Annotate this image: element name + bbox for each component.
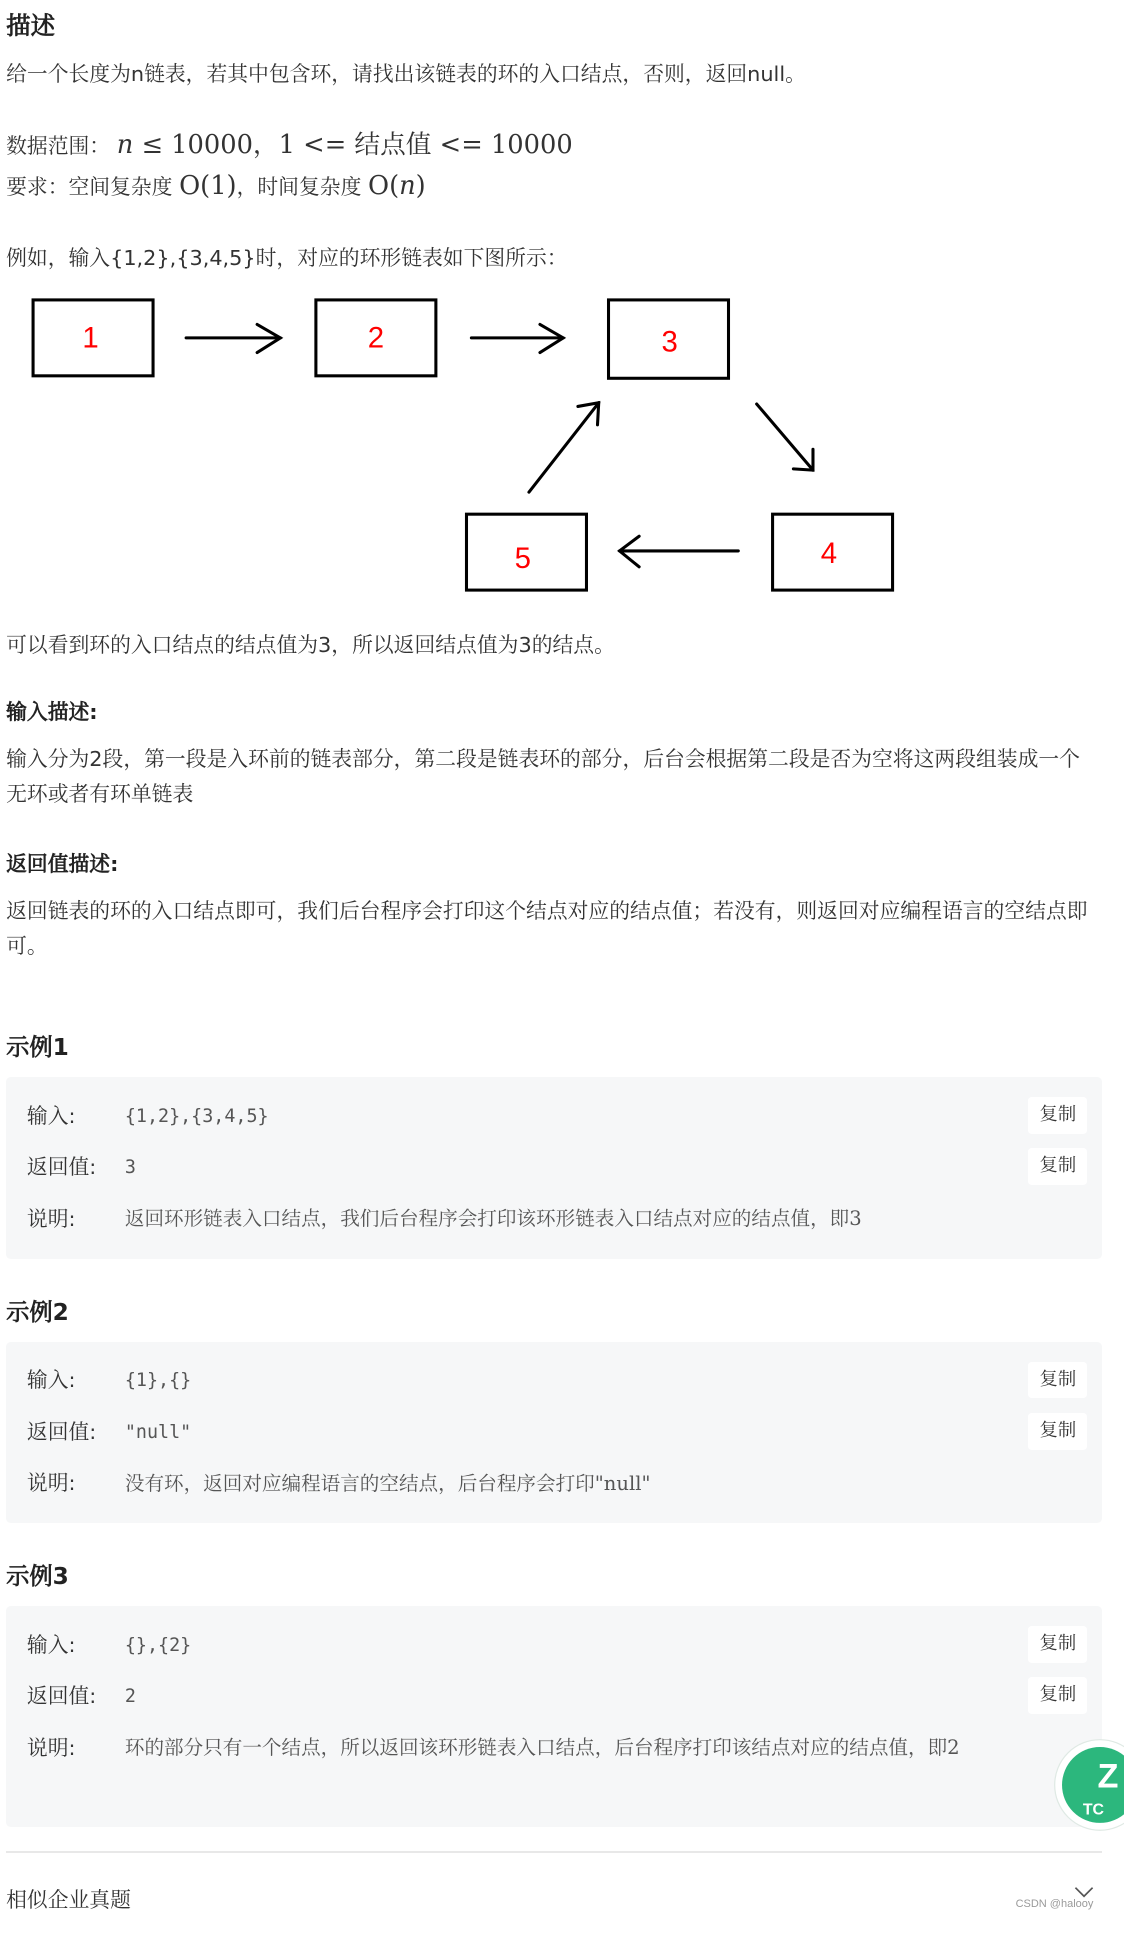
description-text: 给一个长度为n链表，若其中包含环，请找出该链表的环的入口结点，否则，返回null。 (6, 62, 806, 87)
output-label: 返回值: (26, 1155, 97, 1180)
data-range: 数据范围： n ≤ 10000，1 <= 结点值 <= 10000 (6, 130, 573, 161)
related-questions-link[interactable]: 相似企业真题 (6, 1888, 131, 1913)
copy-input-button[interactable]: 复制 (1028, 1362, 1087, 1399)
example-2-explain-value: 没有环，返回对应编程语言的空结点，后台程序会打印"null" (124, 1471, 651, 1495)
section-divider (6, 1851, 1102, 1852)
explain-label: 说明: (26, 1471, 76, 1496)
example-2-output-value: "null" (124, 1421, 192, 1443)
copy-output-button[interactable]: 复制 (1028, 1148, 1087, 1185)
chevron-down-icon[interactable] (1073, 1884, 1095, 1901)
floating-assistant-button[interactable] (1051, 1736, 1124, 1832)
example-1-input-value: {1,2},{3,4,5} (124, 1105, 269, 1127)
example-3-input-value: {},{2} (124, 1634, 192, 1656)
input-description-text: 输入分为2段，第一段是入环前的链表部分，第二段是链表环的部分，后台会根据第二段是否为空将这两段组装成一个无环或者有环单链表 (6, 746, 1080, 807)
input-label: 输入: (26, 1103, 76, 1128)
return-description-text: 返回链表的环的入口结点即可，我们后台程序会打印这个结点对应的结点值；若没有，则返回对应编程语言的空结点即可。 (6, 898, 1088, 959)
fab-line1: Z (1097, 1757, 1118, 1796)
example-3-box (6, 1606, 1102, 1826)
copy-output-button[interactable]: 复制 (1028, 1677, 1087, 1714)
copy-output-button[interactable]: 复制 (1028, 1413, 1087, 1450)
output-label: 返回值: (26, 1684, 97, 1709)
arrow-3-to-4 (757, 404, 813, 470)
space-complexity: O(1) (179, 170, 237, 201)
range-formula: n ≤ 10000，1 <= 结点值 <= 10000 (116, 130, 573, 161)
explain-label: 说明: (26, 1735, 76, 1760)
example-1-output-value: 3 (124, 1157, 136, 1179)
arrow-1-to-2 (186, 324, 280, 352)
copy-input-button[interactable]: 复制 (1028, 1097, 1087, 1134)
example-1-title: 示例1 (6, 1034, 69, 1062)
node-label-3: 3 (661, 325, 678, 359)
explain-label: 说明: (26, 1206, 76, 1231)
example-2-input-value: {1},{} (124, 1370, 192, 1392)
fab-line2: TC (1082, 1801, 1104, 1819)
node-label-5: 5 (514, 542, 531, 576)
example-1-box (6, 1077, 1102, 1258)
time-complexity: O(n) (368, 170, 426, 201)
output-label: 返回值: (26, 1419, 97, 1444)
copy-input-button[interactable]: 复制 (1028, 1626, 1087, 1663)
conclusion-text: 可以看到环的入口结点的结点值为3，所以返回结点值为3的结点。 (6, 632, 615, 657)
description-heading: 描述 (6, 11, 56, 41)
input-label: 输入: (26, 1368, 76, 1393)
arrow-5-to-3 (529, 403, 599, 492)
arrow-4-to-5 (620, 536, 739, 567)
example-3-explain-value: 环的部分只有一个结点，所以返回该环形链表入口结点，后台程序打印该结点对应的结点值，即2 (124, 1736, 960, 1760)
example-2-title: 示例2 (6, 1298, 69, 1326)
example-3-title: 示例3 (6, 1563, 69, 1591)
input-description-heading: 输入描述: (6, 700, 98, 725)
arrow-2-to-3 (471, 324, 563, 352)
csdn-watermark: CSDN @halooy (1015, 1897, 1094, 1910)
input-label: 输入: (26, 1632, 76, 1657)
example-2-box (6, 1342, 1102, 1523)
return-description-heading: 返回值描述: (6, 852, 119, 877)
node-label-1: 1 (82, 321, 99, 355)
linked-list-diagram (0, 284, 931, 605)
node-label-4: 4 (820, 537, 838, 571)
example-3-output-value: 2 (124, 1686, 136, 1708)
node-label-2: 2 (367, 321, 385, 355)
example-1-explain-value: 返回环形链表入口结点，我们后台程序会打印该环形链表入口结点对应的结点值，即3 (124, 1207, 862, 1231)
complexity-requirement: 要求：空间复杂度 O(1)，时间复杂度 O(n) (6, 170, 426, 201)
example-intro: 例如，输入{1,2},{3,4,5}时，对应的环形链表如下图所示： (6, 245, 568, 270)
